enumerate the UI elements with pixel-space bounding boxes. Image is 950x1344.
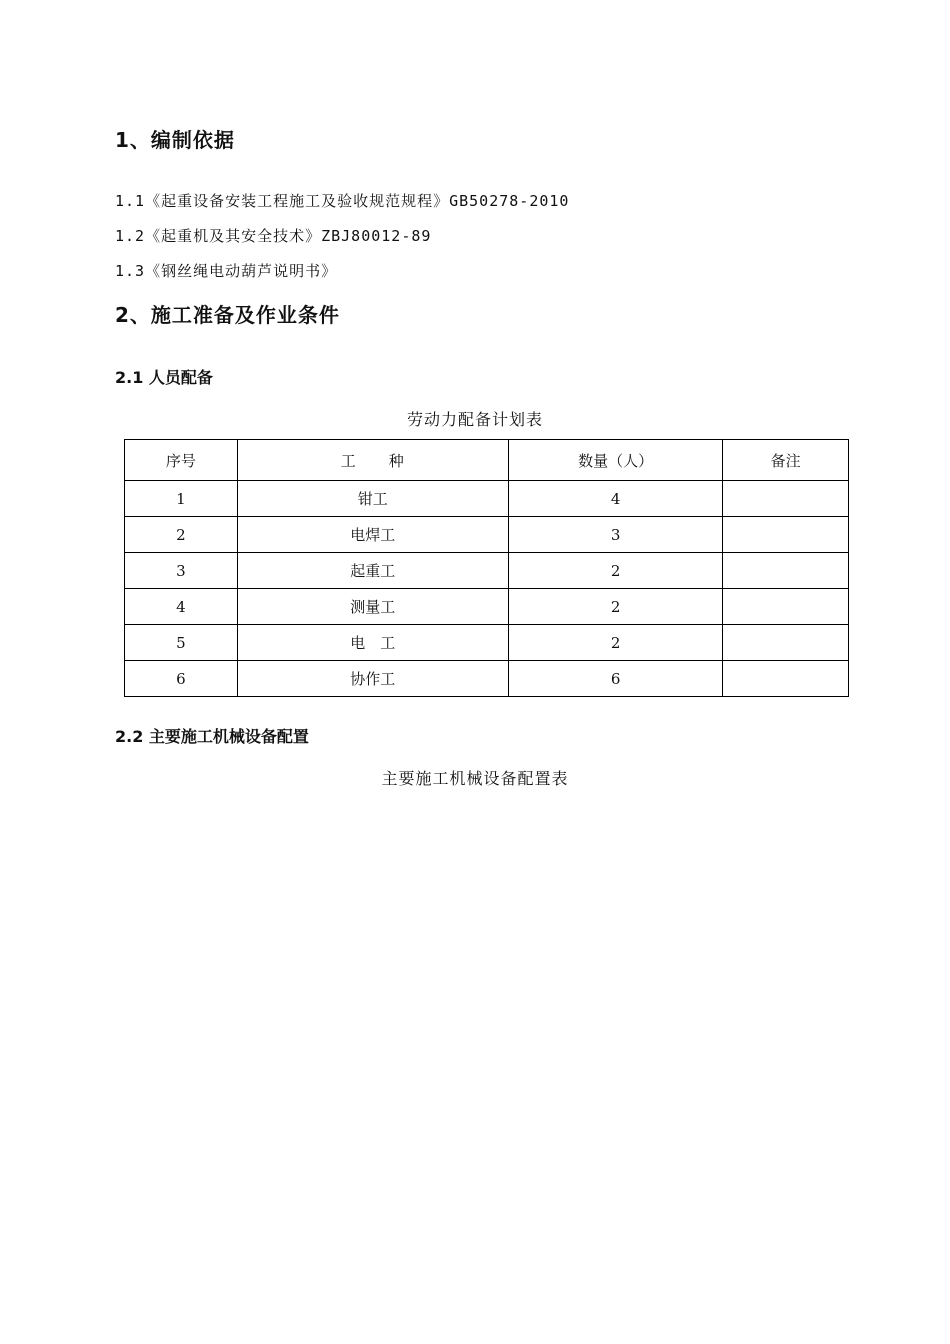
cell-work-type: 电焊工 — [237, 517, 508, 553]
column-header-work-type: 工 种 — [237, 440, 508, 481]
column-header-no: 序号 — [125, 440, 238, 481]
section-2-heading: 2、施工准备及作业条件 — [115, 303, 340, 327]
cell-work-type: 电 工 — [237, 625, 508, 661]
cell-note — [723, 589, 849, 625]
cell-no: 2 — [125, 517, 238, 553]
equipment-table-caption: 主要施工机械设备配置表 — [381, 769, 569, 788]
cell-work-type: 协作工 — [237, 661, 508, 697]
reference-item-1: 1.1《起重设备安装工程施工及验收规范规程》GB50278-2010 — [115, 192, 570, 210]
labor-table-caption: 劳动力配备计划表 — [406, 410, 543, 429]
column-header-note: 备注 — [723, 440, 849, 481]
table-row — [125, 517, 849, 553]
reference-item-3: 1.3《钢丝绳电动葫芦说明书》 — [115, 262, 338, 280]
table-row — [125, 589, 849, 625]
cell-quantity: 2 — [508, 589, 722, 625]
table-row — [125, 553, 849, 589]
cell-note — [723, 553, 849, 589]
cell-quantity: 2 — [508, 625, 722, 661]
table-row — [125, 481, 849, 517]
cell-note — [723, 481, 849, 517]
cell-no: 4 — [125, 589, 238, 625]
cell-note — [723, 661, 849, 697]
cell-quantity: 4 — [508, 481, 722, 517]
cell-quantity: 3 — [508, 517, 722, 553]
cell-work-type: 起重工 — [237, 553, 508, 589]
cell-note — [723, 517, 849, 553]
cell-work-type: 测量工 — [237, 589, 508, 625]
cell-no: 1 — [125, 481, 238, 517]
subsection-2-1-heading: 2.1 人员配备 — [115, 368, 213, 387]
reference-item-2: 1.2《起重机及其安全技术》ZBJ80012-89 — [115, 227, 432, 245]
section-1-heading: 1、编制依据 — [115, 128, 235, 152]
labor-plan-table — [124, 439, 849, 697]
table-row — [125, 661, 849, 697]
cell-work-type: 钳工 — [237, 481, 508, 517]
cell-quantity: 6 — [508, 661, 722, 697]
cell-quantity: 2 — [508, 553, 722, 589]
cell-no: 6 — [125, 661, 238, 697]
table-header-row — [125, 440, 849, 481]
cell-no: 3 — [125, 553, 238, 589]
cell-no: 5 — [125, 625, 238, 661]
table-row — [125, 625, 849, 661]
cell-note — [723, 625, 849, 661]
subsection-2-2-heading: 2.2 主要施工机械设备配置 — [115, 727, 309, 746]
column-header-quantity: 数量（人） — [508, 440, 722, 481]
